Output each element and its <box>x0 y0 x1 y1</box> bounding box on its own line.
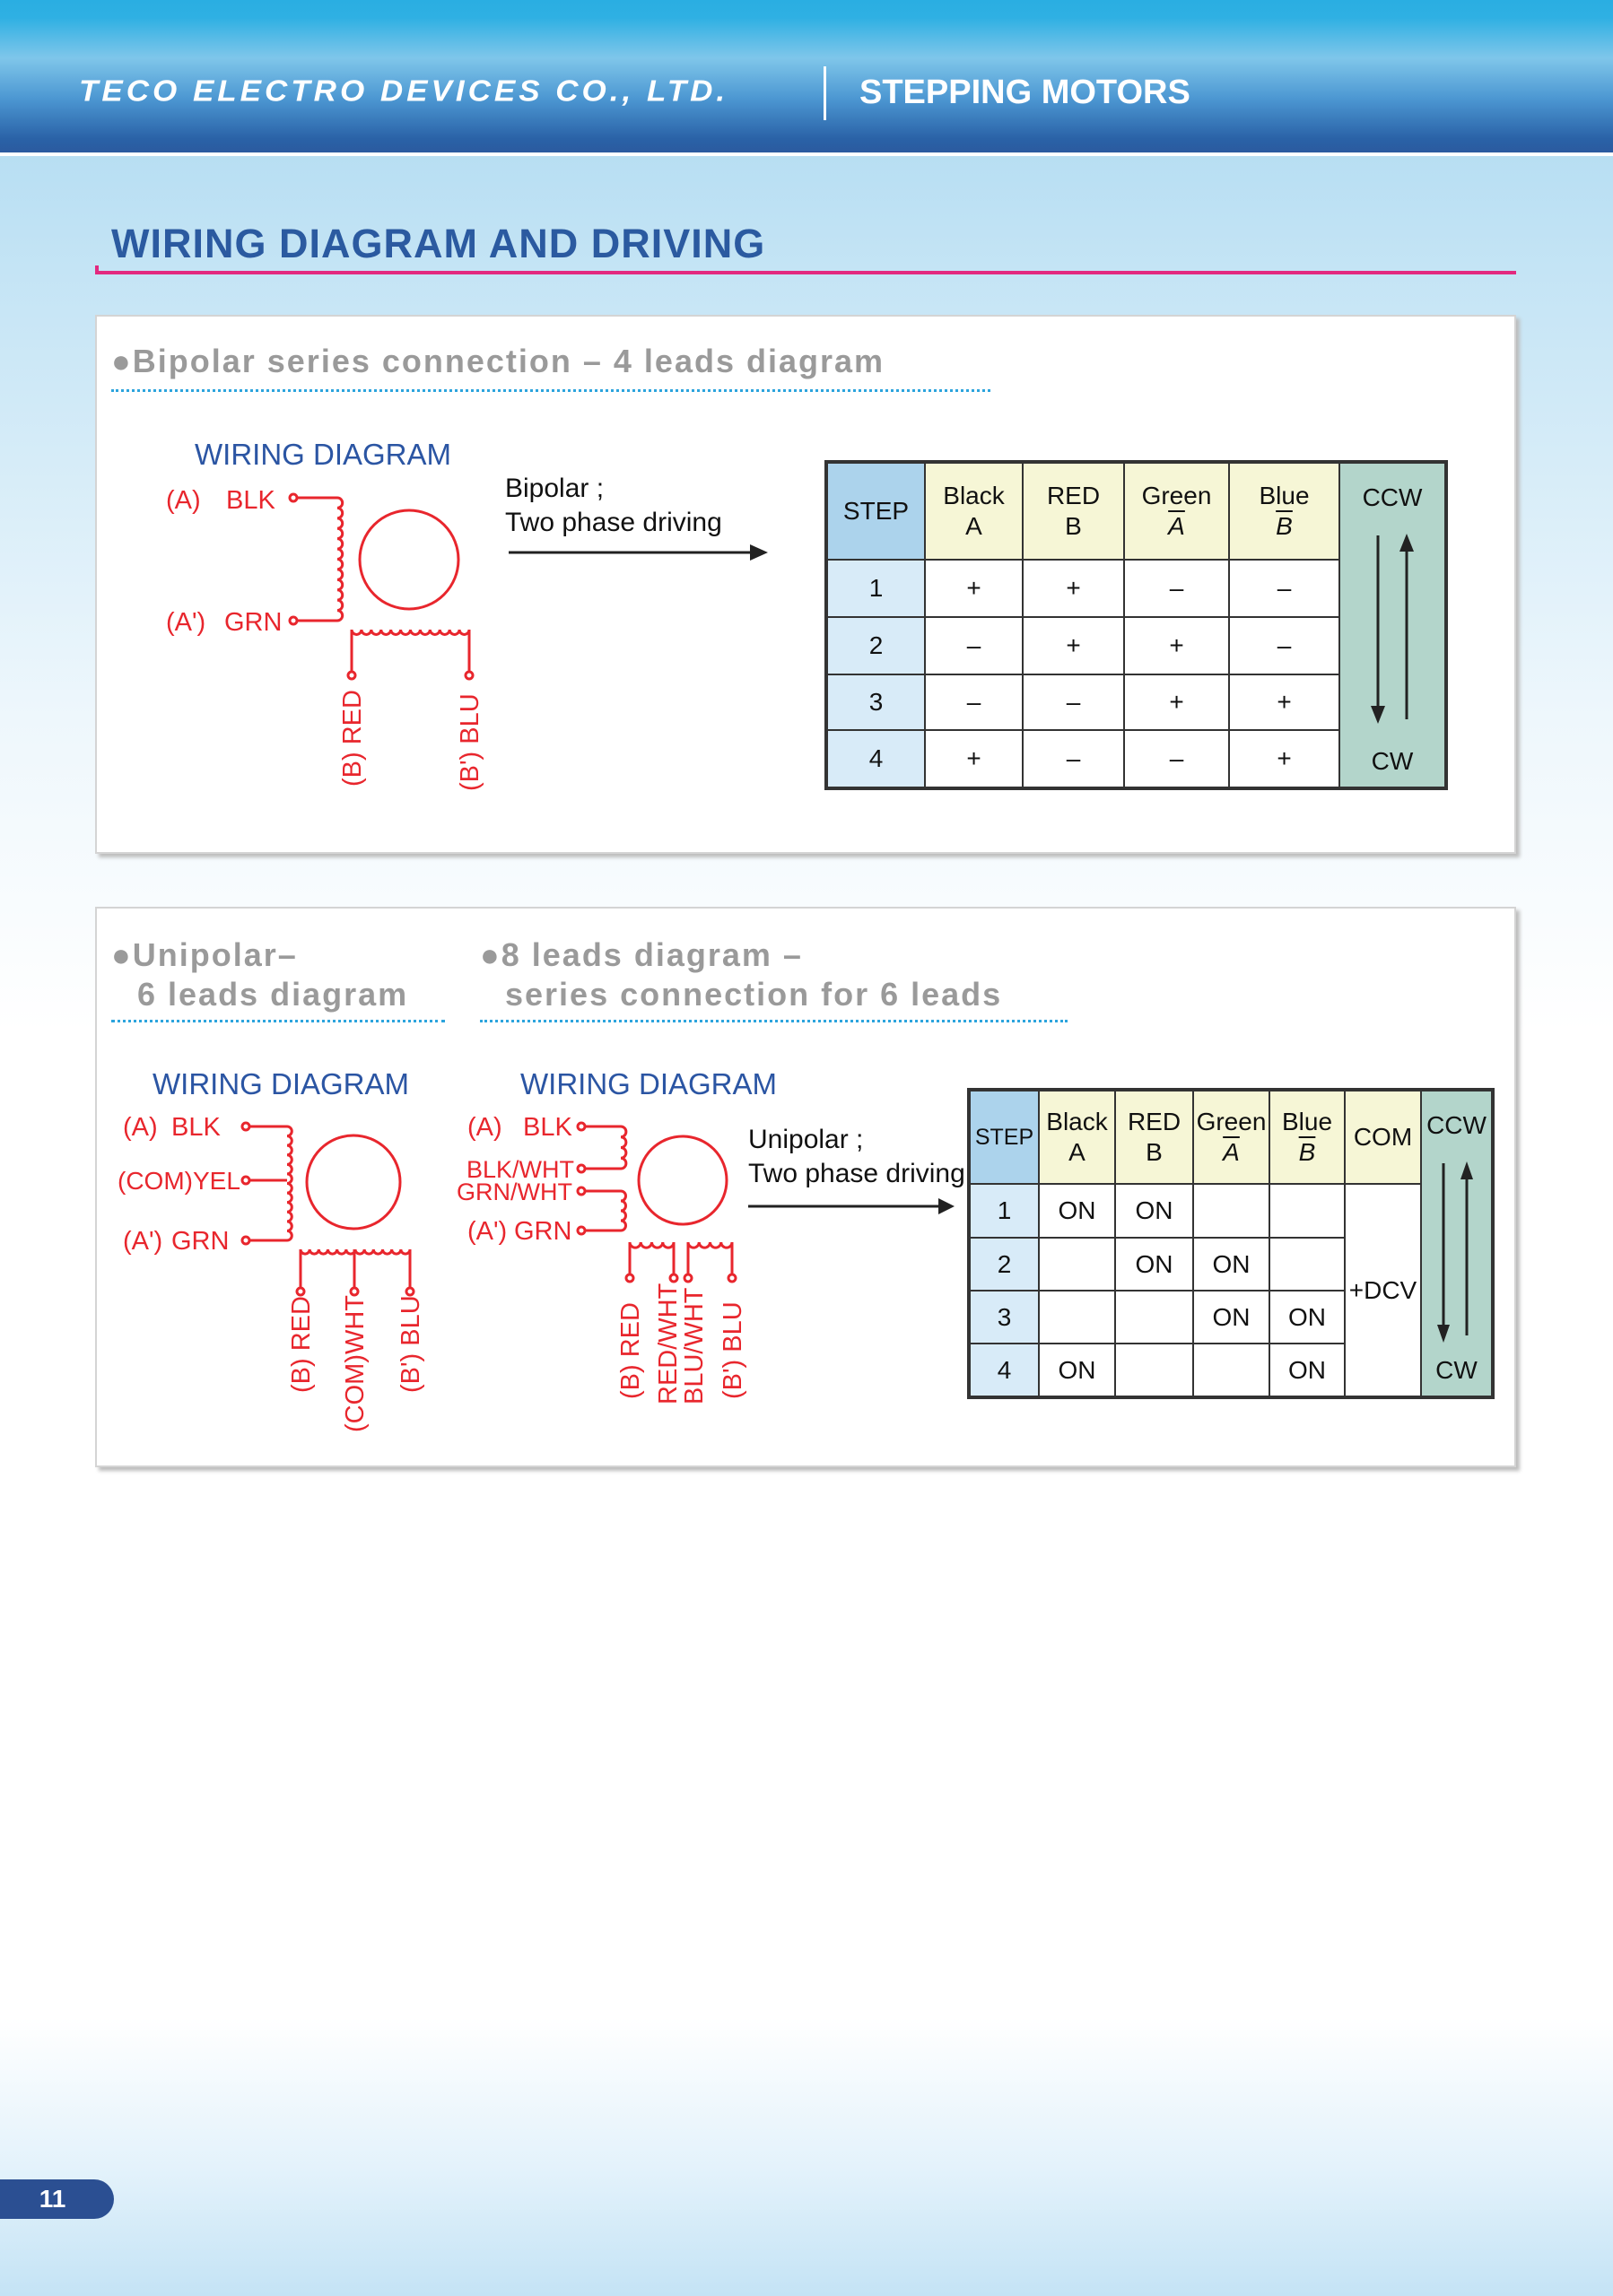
lead-label: (B') BLU <box>456 693 484 791</box>
lead-color: BLK <box>523 1113 572 1142</box>
column-header: RED B <box>1023 462 1124 560</box>
step-header: STEP <box>969 1090 1039 1184</box>
cw-label: CW <box>1435 1356 1478 1384</box>
table-row: 1 ON ON +DCV <box>969 1184 1493 1238</box>
coil-winding-icon <box>621 1126 626 1169</box>
eight-lead-wiring-diagram <box>578 1123 736 1282</box>
lead-color: GRN <box>224 608 283 637</box>
column-header: Blue $\overline{B}$ <box>1229 462 1339 560</box>
bipolar-section-title: ●Bipolar series connection – 4 leads diagram <box>111 343 885 379</box>
arrow-head-icon <box>938 1198 955 1214</box>
com-value: +DCV <box>1345 1184 1421 1397</box>
lead-label: (B') BLU <box>719 1301 747 1399</box>
column-header: RED B <box>1115 1090 1193 1184</box>
product-category: STEPPING MOTORS <box>859 74 1190 111</box>
lead-color: BLK <box>226 486 275 515</box>
table-row: 4 ON ON <box>969 1344 1493 1397</box>
table-row: 3 ON ON <box>969 1291 1493 1344</box>
column-header: Black A <box>925 462 1023 560</box>
six-lead-wiring-diagram <box>242 1123 414 1295</box>
lead-label: BLU/WHT <box>680 1287 709 1405</box>
coil-winding-icon <box>630 1242 674 1248</box>
page-number-badge <box>0 2179 114 2219</box>
coil-winding-icon <box>352 630 469 634</box>
coil-winding-icon <box>287 1126 292 1240</box>
lead-label: RED/WHT <box>654 1283 683 1405</box>
driving-line1: Unipolar ; <box>748 1125 864 1154</box>
driving-line2: Two phase driving <box>748 1159 965 1188</box>
arrow-head-icon <box>750 544 768 561</box>
company-name: TECO ELECTRO DEVICES CO., LTD. <box>79 74 729 109</box>
lead-label: BLK/WHT <box>466 1156 574 1183</box>
rotor-icon <box>360 510 458 609</box>
wiring-diagram-title: WIRING DIAGRAM <box>195 438 451 471</box>
column-header: Black A <box>1039 1090 1115 1184</box>
table-row: 2 ON ON <box>969 1238 1493 1291</box>
step-header: STEP <box>826 462 925 560</box>
lead-color: BLK <box>171 1113 221 1142</box>
lead-label: (B') BLU <box>397 1295 425 1393</box>
lead-label: (B) RED <box>616 1302 645 1399</box>
bipolar-wiring-diagram <box>290 494 473 679</box>
wiring-diagram-title: WIRING DIAGRAM <box>153 1067 409 1100</box>
rotor-icon <box>307 1135 400 1229</box>
lead-label: (A) <box>467 1113 502 1142</box>
table-row: 3 – – + + <box>826 674 1446 730</box>
ccw-label: CCW <box>1362 483 1423 511</box>
column-header: Green $\overline{A}$ <box>1124 462 1229 560</box>
lead-label: (B) RED <box>338 690 367 787</box>
page-title: WIRING DIAGRAM AND DRIVING <box>111 221 766 266</box>
lead-label: (B) RED <box>287 1296 316 1393</box>
column-header: Green $\overline{A}$ <box>1193 1090 1269 1184</box>
table-row: 1 + + – – <box>826 560 1446 617</box>
lead-label: (A') <box>123 1227 163 1256</box>
table-row: 4 + – – + <box>826 730 1446 788</box>
driving-line2: Two phase driving <box>505 508 722 537</box>
eight-lead-section-title: ●8 leads diagram – series connection for 6 leads <box>480 936 1003 1013</box>
lead-label: GRN/WHT <box>457 1178 572 1205</box>
com-header: COM <box>1345 1090 1421 1184</box>
lead-label: (A) <box>166 486 201 515</box>
lead-label: (A) <box>123 1113 158 1142</box>
lead-color: GRN <box>514 1217 572 1246</box>
driving-line1: Bipolar ; <box>505 474 605 503</box>
coil-winding-icon <box>337 498 343 621</box>
column-header: Blue $\overline{B}$ <box>1269 1090 1345 1184</box>
lead-label: (COM)YEL <box>118 1167 240 1195</box>
ccw-label: CCW <box>1426 1111 1487 1139</box>
coil-winding-icon <box>688 1242 732 1248</box>
lead-color: GRN <box>171 1227 230 1256</box>
cw-label: CW <box>1371 747 1414 775</box>
table-row: 2 – + + – <box>826 617 1446 674</box>
lead-label: (A') <box>166 608 206 637</box>
lead-label: (A') <box>467 1217 508 1246</box>
lead-label: (COM)WHT <box>341 1294 370 1432</box>
rotor-icon <box>639 1136 727 1224</box>
coil-winding-icon <box>621 1191 626 1231</box>
wiring-diagram-title: WIRING DIAGRAM <box>520 1067 777 1100</box>
unipolar-6-section-title: ●Unipolar– 6 leads diagram <box>111 936 409 1013</box>
page-number: 11 <box>39 2185 66 2213</box>
